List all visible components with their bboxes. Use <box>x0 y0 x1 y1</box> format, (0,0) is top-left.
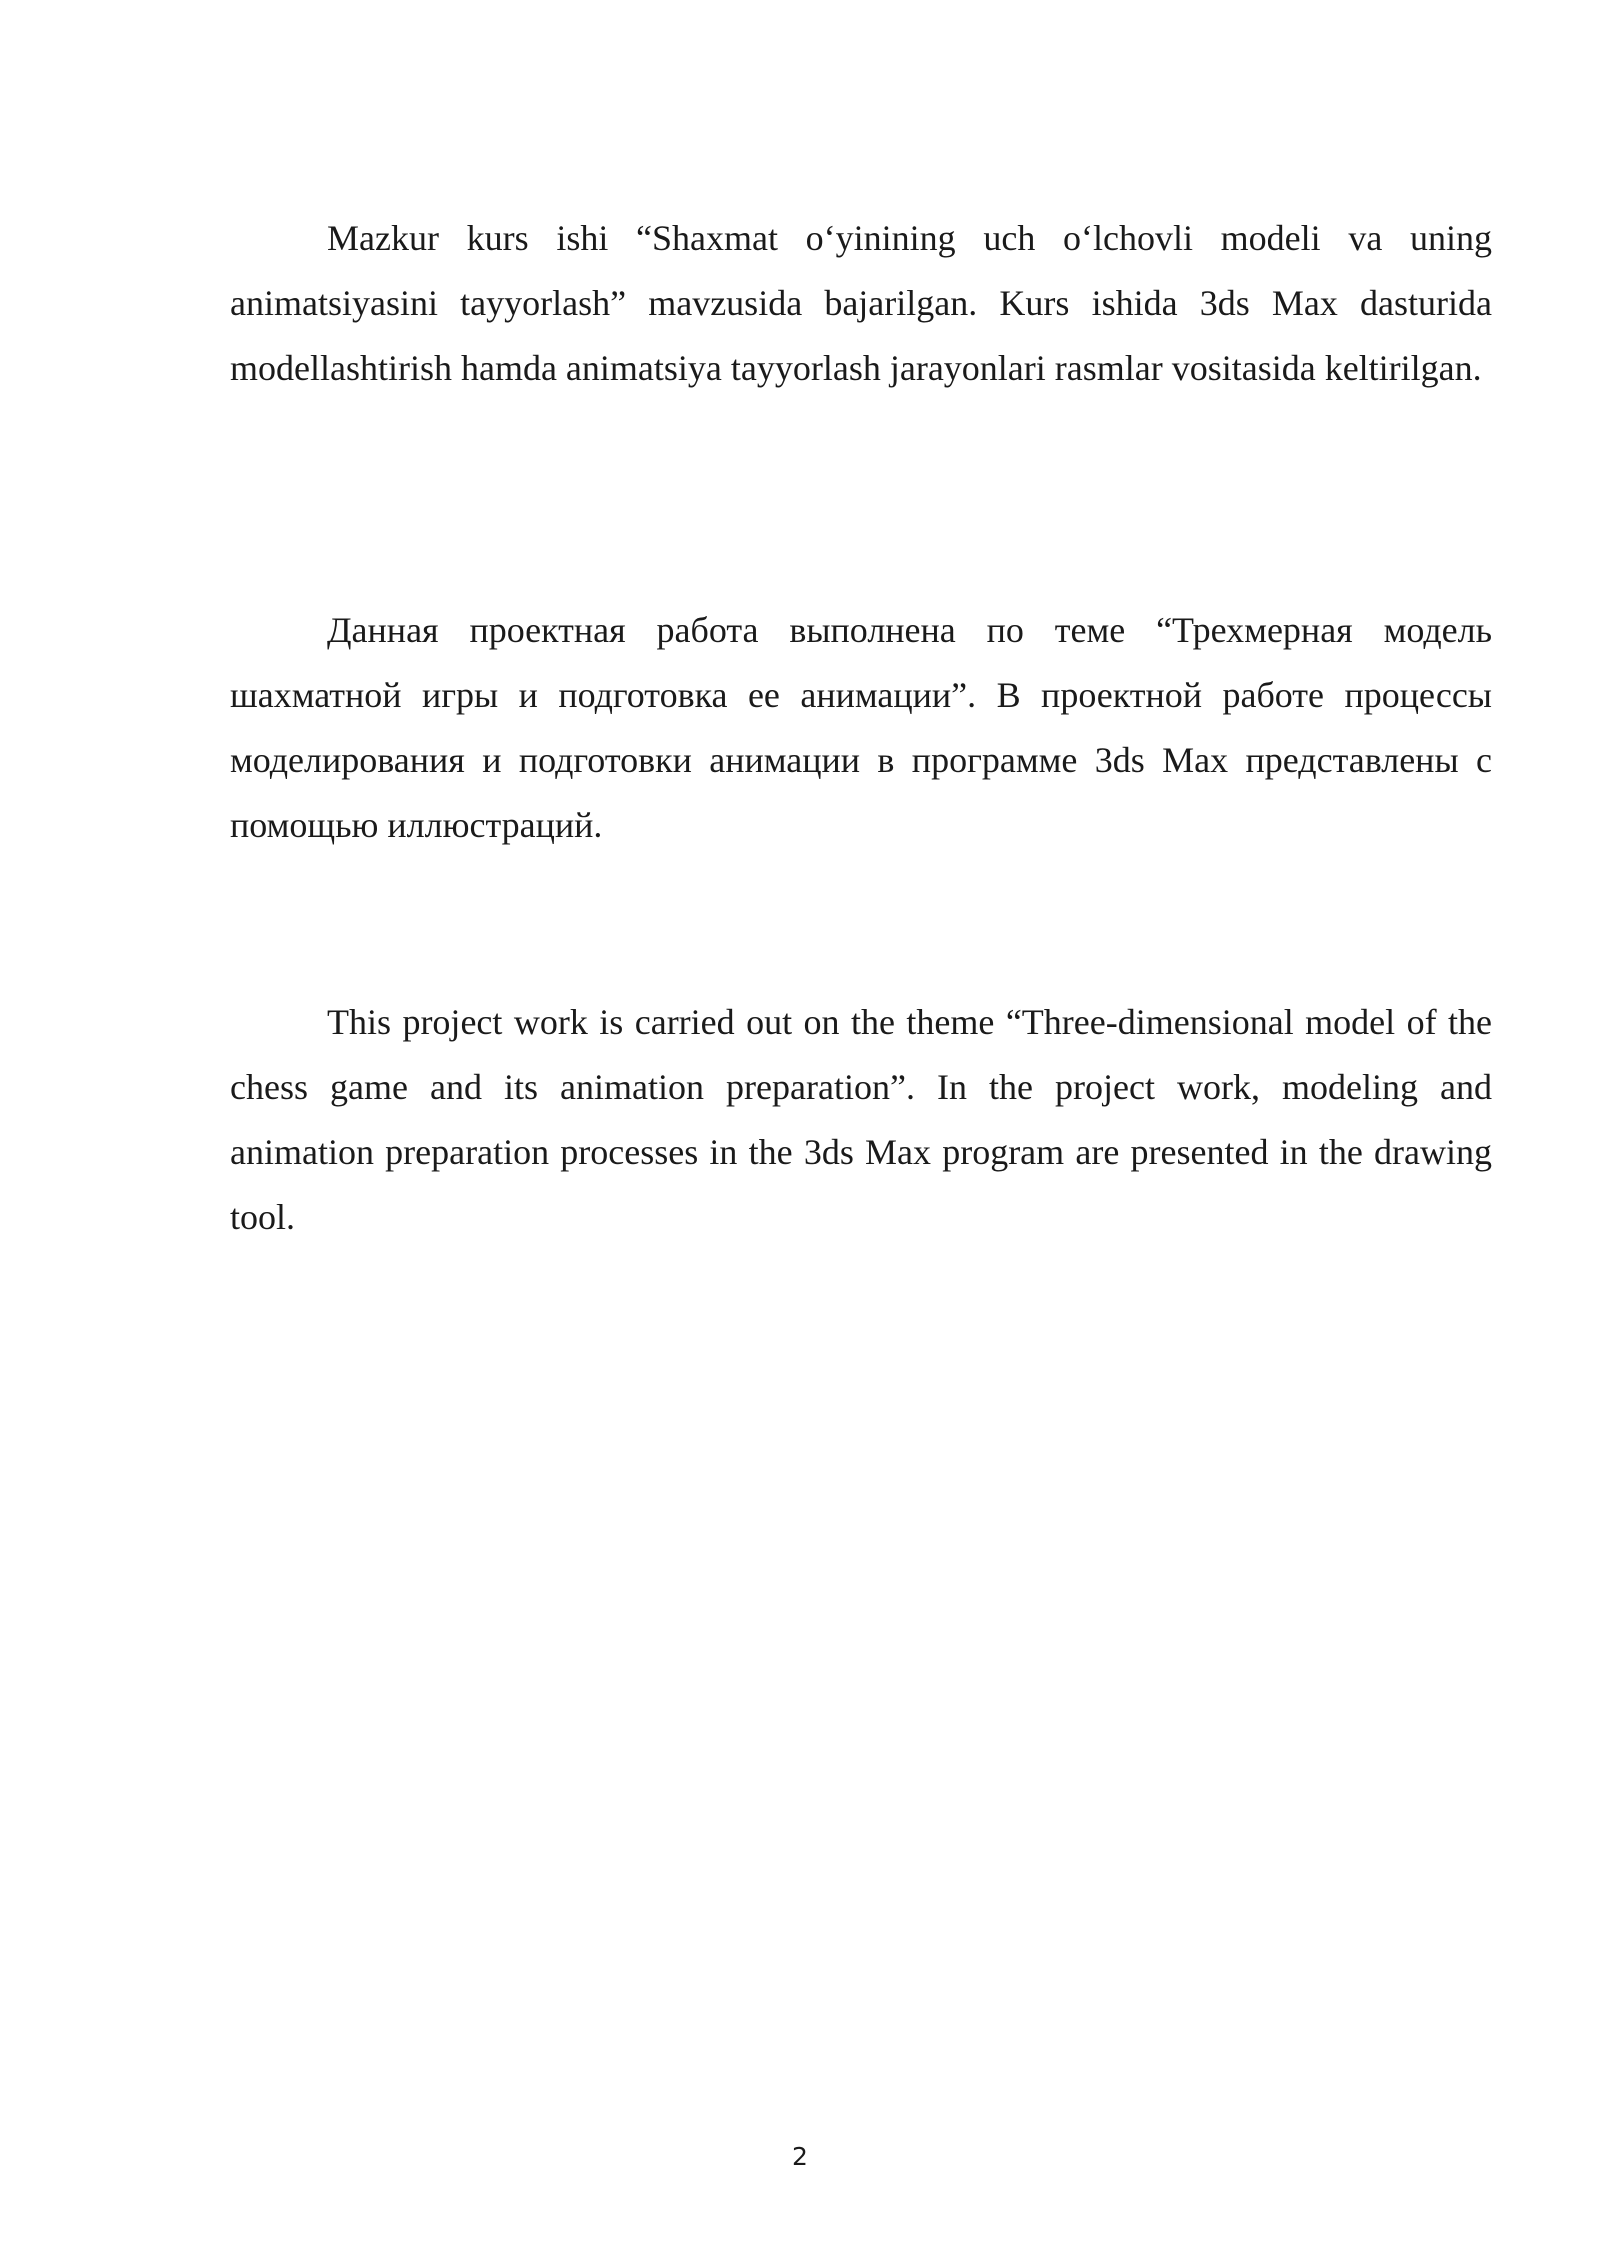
abstract-uzbek <box>230 206 1492 401</box>
abstract-english-text: This project work is carried out on the theme “Three-dimensional model of the chess game and its animation preparation”. In the project work, modeling and animation preparation processes in the 3ds Max program are presented in the drawing tool. <box>230 1002 1492 1237</box>
abstract-russian-text: Данная проектная работа выполнена по теме “Трехмерная модель шахматной игры и подготовка ее анимации”. В проектной работе процессы моделирования и подготовки анимации в программе 3ds Max представлены с помощью иллюстраций. <box>230 610 1492 845</box>
abstract-english <box>230 990 1492 1250</box>
page-number: 2 <box>792 2142 808 2171</box>
abstract-uzbek-text: Mazkur kurs ishi “Shaxmat o‘yinining uch o‘lchovli modeli va uning animatsiyasini tayyorlash” mavzusida bajarilgan. Kurs ishida 3ds Max dasturida modellashtirish hamda animatsiya tayyorlash jarayonlari rasmlar vositasida keltirilgan. <box>230 218 1492 388</box>
abstract-russian <box>230 598 1492 858</box>
